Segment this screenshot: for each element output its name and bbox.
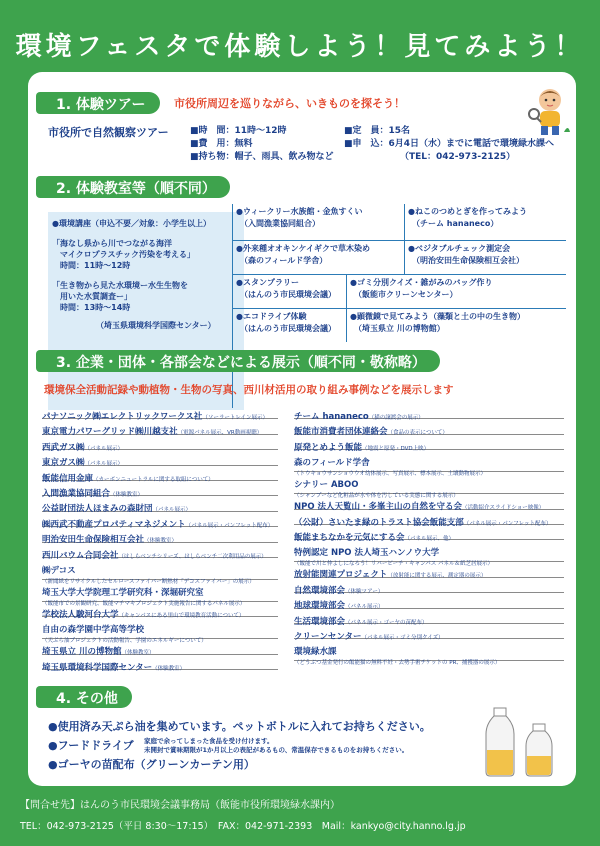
- exhibitor-row: [294, 639, 564, 667]
- exhibitor-row: [294, 472, 564, 500]
- workshop-garbage-quiz-org: （飯能市クリーンセンター）: [354, 290, 458, 299]
- exhibitor-note: （体験教室）: [121, 650, 155, 657]
- exhibitor-note: （放射能に関する展示、測定器の展示）: [387, 573, 487, 580]
- exhibitor-note: （体験教室）: [110, 492, 144, 498]
- exhibitor-note: （パネル展示）: [152, 507, 192, 514]
- exhibitor-name: 西川バウム合同会社: [42, 550, 119, 561]
- exhibitor-row: [42, 419, 278, 438]
- workshop-stamp-rally: ●スタンプラリー: [236, 278, 299, 287]
- exhibitor-name: 特例認定 NPO 法人埼玉ハンノウ大学: [294, 548, 440, 559]
- contact-office: 【問合せ先】はんのう市民環境会議事務局（飯能市役所環境緑水課内）: [20, 800, 340, 811]
- exhibitor-row: [42, 404, 278, 422]
- workshop-divider: [232, 240, 566, 241]
- section-heading-exhibits: 3. 企業・団体・各部会などによる展示（順不同・敬称略）: [42, 350, 440, 372]
- exhibitor-note: （トウキョウサンショウウオ幼体展示、写真展示、標本展示、土壌動物展示）: [294, 471, 486, 478]
- exhibitor-name: 公益財団法人ほまみの森財団: [42, 504, 153, 515]
- exhibitor-name: 森のフィールド学舎: [294, 458, 370, 469]
- exhibitor-row: [294, 450, 564, 478]
- tour-fee: ■費 用：無料: [190, 139, 253, 149]
- content-panel: [28, 72, 576, 786]
- workshop-divider: [232, 274, 566, 275]
- exhibitor-name: 埼玉大学大学院理工学研究科・深堀研究室: [42, 588, 204, 598]
- exhibitor-name: 自由の森学園中学高等学校: [42, 625, 145, 636]
- food-drive-note1: 家庭で余ってしまった食品を受け付けます。: [144, 737, 274, 745]
- exhibitor-note: （地震と原発・DVD上映）: [362, 445, 430, 452]
- section-heading-tour: 1. 体験ツアー: [42, 92, 160, 114]
- exhibitor-note: （新聞紙をリサイクルしたセルロースファイバー断熱材「デコスファイバー」の展示）: [42, 579, 255, 585]
- workshop-dyeing: ●外来種オオキンケイギクで草木染め: [236, 244, 370, 253]
- workshop-divider: [232, 204, 233, 408]
- exhibitor-name: 東京電力パワーグリッド㈱川越支社: [42, 427, 178, 438]
- exhibitor-row: [42, 481, 278, 499]
- exhibitor-row: [42, 466, 278, 484]
- workshop-microscope: ●顕微鏡で見てみよう（藻類と土の中の生き物）: [350, 312, 525, 321]
- exhibitor-name: パナソニック㈱エレクトリックワークス社: [42, 412, 203, 422]
- exhibitor-row: [294, 578, 564, 596]
- lecture2-line1: 「生き物から見た水環境ー水生生物を: [52, 281, 188, 290]
- exhibitor-name: 自然環境部会: [294, 585, 346, 596]
- contact-details: TEL：042-973-2125（平日 8:30～17:15） FAX：042-971-2393 Mail：kankyo@city.hanno.lg.jp: [20, 821, 466, 832]
- exhibitor-note: （どうぶつ基金発行の飯能猫の無料不妊・去勢手術チケットの PR、捕獲器の展示）: [294, 660, 501, 667]
- exhibitor-name: 飯能市消費者団体連絡会: [294, 427, 388, 438]
- exhibitor-row: [294, 593, 564, 612]
- workshop-garbage-quiz: ●ゴミ分別クイズ・雑がみのバッグ作り: [350, 278, 493, 287]
- exhibitor-name: NPO 法人天覧山・多峯主山の自然を守る会: [294, 502, 463, 513]
- lecture-org: （埼玉県環境科学国際センター）: [96, 321, 216, 330]
- exhibitor-row: [294, 624, 564, 642]
- exhibitor-row: [42, 617, 278, 645]
- exhibitor-note: （パネル展示・パンフレット配布）: [463, 520, 552, 527]
- exhibitor-note: （体験教室）: [152, 665, 186, 672]
- other-food-drive: ●フードドライブ: [48, 739, 134, 752]
- exhibitor-row: [42, 639, 278, 658]
- exhibitor-row: [294, 494, 564, 513]
- exhibitor-row: [42, 543, 278, 561]
- plastic-bottle-icon: [522, 722, 556, 778]
- exhibitor-note: （飯能市での景観研究、飯能マチマキプロジェクト実施報告に関するパネル展示）: [42, 601, 246, 607]
- workshop-stamp-rally-org: （はんのう市民環境会議）: [240, 290, 336, 299]
- exhibitor-note: （電源パネル展示、VR動画視聴）: [177, 430, 263, 437]
- exhibitor-name: 西武ガス㈱: [42, 442, 85, 453]
- exhibitor-row: [294, 609, 564, 627]
- workshop-eco-drive: ●エコドライブ体験: [236, 312, 307, 321]
- tour-lead: 市役所周辺を巡りながら、いきものを探そう！: [174, 97, 405, 110]
- exhibitor-note: （パネル展示・ゴーヤの苗配布）: [345, 619, 428, 626]
- exhibitor-name: クリーンセンター: [294, 632, 362, 642]
- exhibitor-name: 放射能関連プロジェクト: [294, 570, 388, 581]
- section-heading-other: 4. その他: [42, 686, 132, 708]
- exhibitor-row: [294, 510, 564, 528]
- exhibitor-name: 埼玉県立 川の博物館: [42, 647, 122, 658]
- exhibitor-name: 飯能まちなかを元気にする会: [294, 533, 405, 543]
- exhibitor-row: [294, 435, 564, 453]
- exhibitor-row: [42, 512, 278, 530]
- exhibitor-row: [294, 419, 564, 438]
- tour-name: 市役所で自然観察ツアー: [48, 126, 169, 139]
- workshop-eco-drive-org: （はんのう市民環境会議）: [240, 324, 336, 333]
- exhibitor-note: （パネル展示）: [345, 604, 384, 611]
- exhibitor-row: [294, 562, 564, 581]
- exhibitor-row: [42, 655, 278, 673]
- exhibitor-row: [42, 580, 278, 607]
- exhibitor-note: （パネル展示、他）: [404, 536, 455, 542]
- exhibitor-note: （ソーラートレイン展示）: [202, 415, 269, 421]
- exhibits-lead: 環境保全活動記録や動植物・生物の写真、西川材活用の取り組み事例などを展示します: [44, 384, 454, 396]
- exhibitor-note: （活動紹介スライドショー映像）: [462, 505, 545, 512]
- lecture2-line2: 用いた水質調査ー」: [60, 292, 132, 301]
- exhibitor-name: ㈱西武不動産プロパティマネジメント: [42, 519, 186, 530]
- exhibitor-note: （飯能で川と仲よしになろう！リバーピーチ・キャンパス パネル＆紙芝居展示）: [294, 561, 493, 568]
- child-with-magnifier-icon: [528, 84, 572, 138]
- page-title: 環境フェスタで体験しよう！見てみよう！: [15, 32, 585, 62]
- exhibitor-row: [294, 404, 564, 422]
- workshop-cat-scratcher: ●ねこのつめとぎを作ってみよう: [408, 207, 527, 216]
- exhibitor-row: [42, 435, 278, 453]
- exhibitor-note: （カーボンニュートラルに関する取組について）: [93, 476, 214, 483]
- exhibitor-name: 原発とめよう飯能: [294, 442, 363, 453]
- exhibitor-note: （パネル展示・ゴミ分別クイズ）: [361, 635, 444, 641]
- exhibitor-row: [42, 558, 278, 585]
- section-heading-workshop: 2. 体験教室等（順不同）: [42, 176, 230, 198]
- tour-capacity: ■定 員：15名: [344, 126, 411, 136]
- workshop-divider: [404, 204, 405, 240]
- other-goya-seedlings: ●ゴーヤの苗配布（グリーンカーテン用）: [48, 758, 255, 771]
- tour-bring: ■持ち物：帽子、雨具、飲み物など: [190, 152, 334, 162]
- workshop-microscope-org: （埼玉県立 川の博物館）: [354, 324, 445, 333]
- exhibitor-name: 飯能信用金庫: [42, 473, 94, 484]
- exhibitor-note: （はしらベンチシリーズ、はしらベンチ二次利用品の展示）: [118, 553, 267, 560]
- tour-apply: ■申 込：6月4日（水）までに電話で環境緑水課へ: [344, 139, 555, 149]
- exhibitor-row: [42, 496, 278, 515]
- exhibitor-name: 埼玉県環境科学国際センター: [42, 662, 153, 673]
- lecture2-time: 時間：13時～14時: [60, 303, 131, 312]
- exhibitor-note: （シャンプーなど化粧品が水や体を汚している実態に関する展示）: [294, 493, 459, 500]
- exhibitor-name: シナリー ABOO: [294, 480, 359, 491]
- exhibitor-note: （パネル展示）: [84, 461, 124, 468]
- plastic-bottle-icon: [480, 706, 520, 778]
- exhibitor-row: [294, 525, 564, 543]
- workshop-divider: [404, 240, 405, 274]
- exhibitor-note: （体験教室）: [144, 538, 178, 545]
- exhibitor-name: 地球環境部会: [294, 601, 346, 612]
- workshop-aquarium: ●ウィークリー水族館・金魚すくい: [236, 207, 363, 216]
- exhibitor-name: ㈱デコス: [42, 566, 76, 576]
- exhibitor-note: （パネル展示）: [84, 445, 124, 452]
- exhibitor-row: [294, 540, 564, 568]
- lecture1-line2: マイクロプラスチック汚染を考える」: [60, 250, 196, 259]
- exhibitor-name: 環境緑水課: [294, 647, 337, 658]
- exhibitor-note: （キャンパスにある里山で環境教育活動について）: [118, 613, 245, 619]
- food-drive-note2: 未開封で賞味期限が1か月以上の表記があるもの、常温保存できるものをお持ちください。: [144, 746, 409, 754]
- lecture1-line1: 「海なし県から川でつながる海洋: [52, 239, 172, 248]
- exhibitor-name: チーム hananeco: [294, 412, 369, 422]
- workshop-aquarium-org: （入間漁業協同組合）: [240, 219, 320, 228]
- tour-time: ■時 間：11時～12時: [190, 126, 287, 136]
- exhibitor-note: （猫の譲渡会の展示）: [368, 415, 424, 421]
- exhibitor-name: 入間漁業協同組合: [42, 489, 111, 499]
- workshop-dyeing-org: （森のフィールド学舎）: [240, 256, 328, 265]
- workshop-divider: [232, 308, 566, 309]
- lecture1-time: 時間：11時～12時: [60, 261, 131, 270]
- tour-tel: （TEL：042-973-2125）: [400, 152, 516, 162]
- lecture-title: ●環境講座（申込不要／対象：小学生以上）: [52, 219, 211, 228]
- exhibitor-row: [42, 602, 278, 620]
- exhibitor-name: 東京ガス㈱: [42, 458, 85, 469]
- exhibitor-note: （天ぷら油プロジェクトの活動報告、学園のエネルギーについて）: [42, 638, 207, 645]
- workshop-vegetable-check: ●ベジタブルチェック測定会: [408, 244, 511, 253]
- exhibitor-note: （体験ツアー）: [345, 588, 384, 595]
- exhibitor-note: （パネル展示・パンフレット配布）: [185, 522, 274, 529]
- exhibitor-note: （食品の表示について）: [387, 430, 448, 437]
- exhibitor-name: （公財）さいたま緑のトラスト協会飯能支部: [294, 517, 464, 528]
- workshop-cat-scratcher-org: （チーム hananeco）: [412, 219, 499, 228]
- other-tempura-oil: ●使用済み天ぷら油を集めています。ペットボトルに入れてお持ちください。: [48, 720, 431, 733]
- exhibitor-name: 明治安田生命保険相互会社: [42, 535, 145, 546]
- exhibitor-name: 学校法人駿河台大学: [42, 610, 119, 620]
- exhibitor-row: [42, 450, 278, 469]
- workshop-vegetable-check-org: （明治安田生命保険相互会社）: [412, 256, 524, 265]
- exhibitor-row: [42, 527, 278, 546]
- exhibitor-name: 生活環境部会: [294, 616, 346, 627]
